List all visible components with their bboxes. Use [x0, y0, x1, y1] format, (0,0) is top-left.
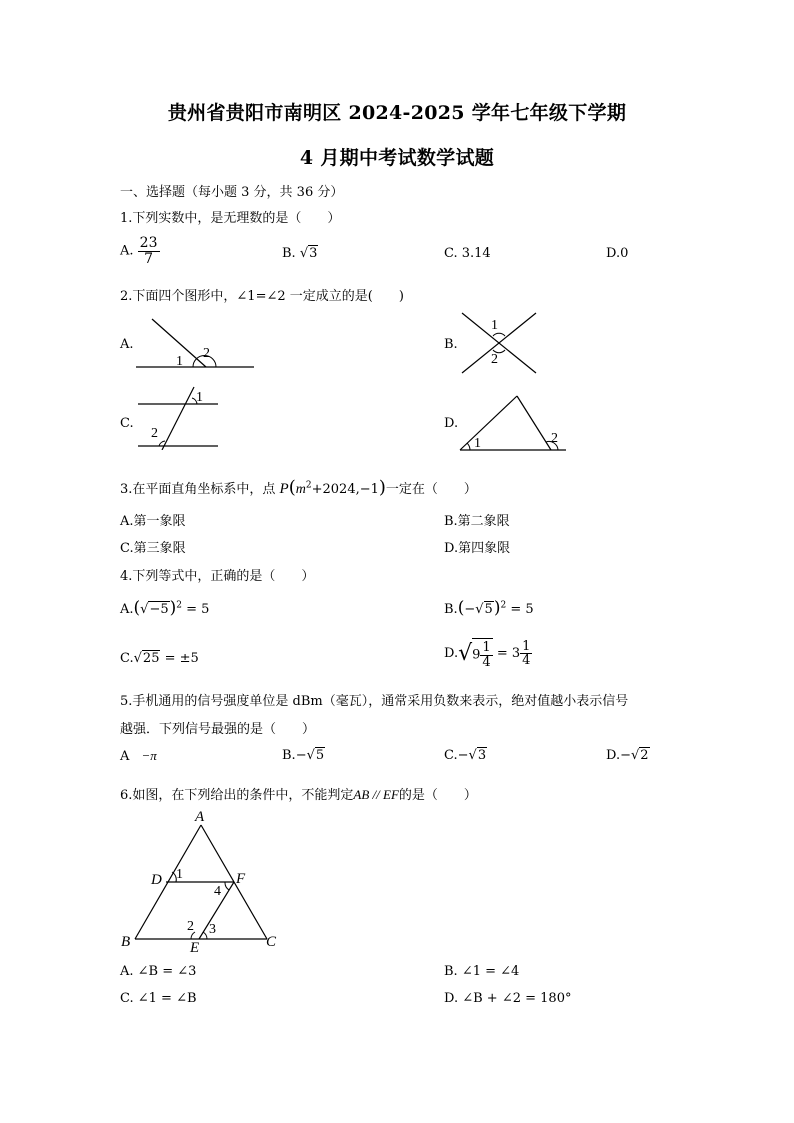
option-label: C.: [444, 748, 458, 763]
sqrt-icon: √: [468, 748, 477, 763]
equals-integer: = 3: [496, 646, 521, 662]
coordinate-rest: +2024,−1: [311, 482, 379, 497]
q6-option-b: B. ∠1 = ∠4: [444, 964, 520, 979]
angle-label-1: 1: [196, 390, 203, 405]
numerator: 23: [139, 235, 158, 251]
q6-stem-post: 的是（ ）: [398, 788, 477, 803]
angle-label-1: 1: [491, 318, 498, 333]
sqrt-icon: √: [140, 602, 149, 617]
point-name: P: [279, 481, 289, 497]
q5-stem-line-2: 越强．下列信号最强的是（ ）: [120, 722, 316, 737]
vertex-label-A: A: [195, 809, 205, 825]
q3-stem-pre: 3.在平面直角坐标系中，点: [120, 482, 276, 497]
radicand: 25: [142, 651, 160, 666]
fraction: [138, 236, 160, 266]
option-label: B.: [282, 246, 296, 261]
q6-stem: [120, 784, 477, 803]
option-label: A: [120, 749, 130, 764]
angle-label-2: 2: [187, 919, 194, 934]
q2-option-a-label: A.: [120, 337, 134, 352]
title-line-1: 贵州省贵阳市南明区 2024-2025 学年七年级下学期: [167, 102, 627, 124]
vertex-label-F: F: [236, 871, 246, 887]
option-label: B.: [444, 602, 458, 617]
q5-option-a: [120, 748, 157, 764]
triangle-left-side: [460, 396, 517, 450]
minus-sign: −: [457, 748, 469, 763]
angle-label-1: 1: [176, 354, 183, 369]
q4-option-d: [444, 638, 532, 669]
angle-arc-4: [225, 882, 229, 890]
q4-option-a: $A.(√-5)^2 = 5$: [120, 598, 210, 618]
q4-stem: 4.下列等式中，正确的是（ ）: [120, 569, 315, 584]
denominator: 4: [522, 653, 531, 669]
integer-part: 9: [472, 647, 481, 663]
option-label: D.: [444, 646, 459, 662]
angle-label-3: 3: [209, 922, 216, 937]
denominator: 7: [144, 250, 154, 267]
q2-figure-b: [456, 308, 544, 380]
option-label: D.: [606, 748, 621, 763]
sqrt-icon: √: [475, 602, 484, 617]
minus-sign: −: [464, 602, 476, 617]
q2-figure-c: [130, 384, 230, 450]
q2-figure-a: [130, 313, 260, 373]
vertex-label-C: C: [266, 934, 277, 950]
title-line-2: 4 月期中考试数学试题: [299, 147, 495, 169]
q1-option-c: C. 3.14: [444, 246, 491, 261]
q2-option-c-label: C.: [120, 416, 134, 431]
q1-option-b: [282, 246, 318, 261]
angle-label-2: 2: [203, 346, 210, 361]
parallel-relation: AB // EF: [353, 787, 399, 802]
q3-option-a: A.第一象限: [120, 514, 186, 529]
angle-label-2: 2: [491, 352, 498, 367]
angle-label-4: 4: [214, 884, 221, 899]
q2-stem: 2.下面四个图形中，∠1=∠2 一定成立的是( ): [120, 289, 404, 304]
q3-option-b: B.第二象限: [444, 514, 510, 529]
rhs: = 5: [510, 602, 534, 617]
transversal-line: [162, 387, 194, 450]
sqrt-icon: √: [631, 748, 640, 763]
q6-stem-pre: 6.如图，在下列给出的条件中，不能判定: [120, 788, 354, 803]
value: −π: [141, 748, 157, 763]
angle-arc-1: [467, 443, 470, 450]
angle-label-1: 1: [176, 867, 183, 882]
radicand: 5: [484, 602, 493, 617]
exponent: 2: [176, 600, 183, 611]
radicand: 3: [309, 246, 318, 261]
option-label: A.: [120, 602, 134, 617]
q4-option-c: [120, 651, 199, 666]
q5-option-c: [444, 748, 487, 763]
var-m: m: [295, 482, 306, 497]
vertex-label-E: E: [190, 940, 200, 956]
q1-option-a: [120, 236, 160, 266]
option-label: C.: [120, 651, 134, 666]
sqrt-icon: √: [299, 246, 309, 261]
angle-label-2: 2: [151, 426, 158, 441]
q1-option-d: D.0: [606, 246, 629, 261]
option-label: A.: [120, 243, 134, 259]
option-label: B.: [282, 748, 296, 763]
q3-option-d: D.第四象限: [444, 541, 511, 556]
q6-option-c: C. ∠1 = ∠B: [120, 991, 197, 1006]
q6-triangle-figure: [115, 805, 290, 957]
numerator: 1: [522, 638, 531, 654]
vertex-label-D: D: [151, 872, 162, 888]
sqrt-icon: √: [133, 651, 142, 666]
section-heading: 一、选择题（每小题 3 分，共 36 分）: [120, 185, 344, 200]
q2-option-b-label: B.: [444, 337, 458, 352]
q5-stem-line-1: 5.手机通用的信号强度单位是 dBm（毫瓦），通常采用负数来表示，绝对值越小表示信号: [120, 694, 629, 709]
angle-label-2: 2: [551, 431, 558, 446]
minus-sign: −: [295, 748, 307, 763]
paren-open: (: [288, 477, 296, 498]
numerator: 1: [482, 640, 491, 655]
vertex-label-B: B: [121, 934, 131, 950]
fraction-2: [520, 640, 532, 668]
radicand: 2: [640, 748, 649, 763]
q2-option-d-label: D.: [444, 416, 459, 431]
q3-stem-post: 一定在（ ）: [385, 482, 477, 497]
fraction: [480, 641, 492, 669]
rhs: = ±5: [164, 651, 199, 666]
angle-arc-3: [203, 932, 207, 939]
q2-figure-d: [456, 390, 568, 454]
radicand-block: [472, 638, 493, 669]
minus-sign: −: [620, 748, 631, 763]
q6-option-d: D. ∠B + ∠2 = 180°: [444, 991, 572, 1006]
paren-close: ): [378, 477, 386, 498]
sqrt-icon: √: [458, 641, 473, 667]
angle-label-1: 1: [474, 436, 481, 451]
q5-option-d: [606, 748, 650, 763]
angle-arc-top: [493, 333, 505, 336]
q1-stem: 1.下列实数中，是无理数的是（ ）: [120, 211, 341, 226]
exponent: 2: [305, 480, 312, 491]
q3-stem: [120, 477, 477, 498]
triangle-right-side: [517, 396, 551, 450]
radicand: 5: [315, 748, 325, 763]
radicand: −5: [149, 602, 169, 617]
q4-option-b: $B.(-√5)^2 = 5$: [444, 598, 534, 618]
radicand: 3: [477, 748, 487, 763]
q6-option-a: A. ∠B = ∠3: [120, 964, 197, 979]
q3-option-c: C.第三象限: [120, 541, 186, 556]
sqrt-icon: √: [306, 748, 315, 763]
exponent: 2: [500, 600, 507, 611]
denominator: 4: [482, 654, 491, 670]
rhs: = 5: [186, 602, 210, 617]
q5-option-b: [282, 748, 325, 763]
